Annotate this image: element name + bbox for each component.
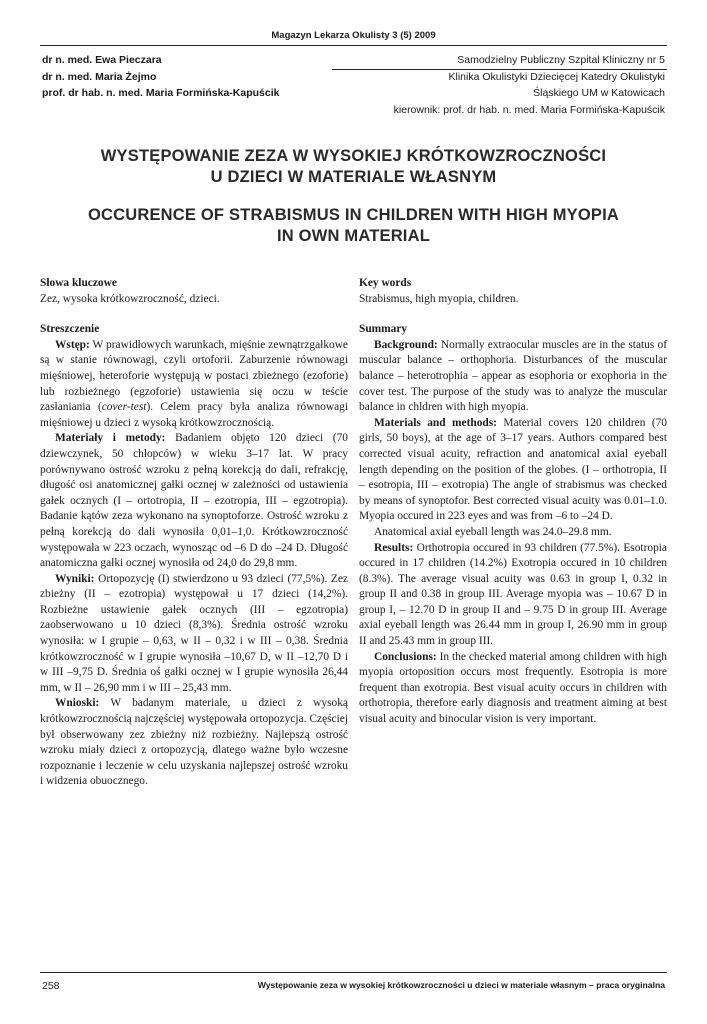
background-label-en: Background: [374,338,438,351]
results-text-en: Orthotropia occured in 93 children (77.5%). Esotropia occured in 17 children (14.2%) Exotropia occured in 10 children (8.3%). The average visual acuity was 0.63 in group I, 0.32 in group II and 0.38 in group III. Average myopia was – 10.67 D in group I, – 12.70 D in group II and – 9.75 D in group III. Average axial eyeball length was 26.44 mm in group I, 26.90 mm in group II and 25.43 mm in group III. [359,541,667,648]
background-paragraph-en [359,338,667,416]
affiliation-rule [332,69,667,70]
methods-label-pl: Materiały i metody: [55,432,166,445]
results-label-pl: Wyniki: [55,572,95,585]
results-paragraph-en [359,541,667,650]
author-3: prof. dr hab. n. med. Maria Formińska-Kapuścik [42,87,280,99]
affiliation-line-3: Śląskiego UM w Katowicach [533,87,665,99]
keywords-en: Strabismus, high myopia, children. [359,292,519,305]
keywords-pl: Zez, wysoka krótkowzroczność, dzieci. [40,292,220,305]
running-footer: Występowanie zeza w wysokiej krótkowzroczności u dzieci w materiale własnym – praca oryginalna [257,980,665,990]
conclusions-text-pl: W badanym materiale, u dzieci z wysoką krótkowzrocznością najczęściej występowała ortopozycja. Częściej był obserwowany zez zbieżny niż rozbieżny. Najlepszą ostrość wzroku miały dzieci z ortopozycją, dlatego ważne było wczesne rozpoznanie i leczenie w celu uzyskania najlepszej ostrość wzroku i widzenia obuocznego. [40,697,348,788]
conclusions-label-pl: Wnioski: [55,697,100,710]
title-polish-line-1: WYSTĘPOWANIE ZEZA W WYSOKIEJ KRÓTKOWZROCZNOŚCI [100,147,607,165]
page-number: 258 [42,980,60,992]
intro-text-pl: W prawidłowych warunkach, mięśnie zewnątrzgałkowe są w stanie równowagi, czyli ortoforii. Zaburzenie równowagi mięśniowej, heteroforie występują w postaci zbieżnego (ezoforie) lub rozbieżnego (egzoforie) ustawienia się oczu w teście zasłaniania ( [40,338,348,414]
intro-text-pl-end: ). Celem pracy była analiza równowagi mięśniowej u dzieci z wysoką krótkowzrocznością. [40,401,348,429]
author-1: dr n. med. Ewa Pieczara [42,54,162,66]
axial-length-paragraph-en: Anatomical axial eyeball length was 24.0–29.8 mm. [374,525,612,538]
background-text-en: Normally extraocular muscles are in the status of muscular balance – orthophoria. Disturbances of the muscular balance – heterotrophia – appear as esophoria or exophoria in the cover test. The purpose of the study was to analyze the muscular balance in chldren with high myopia. [359,338,667,414]
affiliation [394,52,665,118]
conclusions-paragraph-en [359,650,667,728]
header-rule [40,45,667,46]
intro-label-pl: Wstęp: [55,338,90,351]
cover-test-term: cover-test [101,401,147,414]
journal-header: Magazyn Lekarza Okulisty 3 (5) 2009 [271,30,436,41]
author-2: dr n. med. Maria Żejmo [42,70,157,83]
methods-paragraph-en [359,416,667,525]
summary-heading-en: Summary [359,323,408,336]
affiliation-line-1: Samodzielny Publiczny Szpital Kliniczny nr 5 [457,54,665,66]
polish-column [40,276,348,790]
footer-rule [40,972,667,973]
title-polish-line-2: U DZIECI W MATERIALE WŁASNYM [210,168,497,186]
conclusions-label-en: Conclusions: [374,650,437,663]
affiliation-head: kierownik: prof. dr hab. n. med. Maria Formińska-Kapuścik [393,103,665,116]
results-label-en: Results: [374,541,414,554]
results-paragraph-pl [40,572,348,697]
methods-paragraph-pl [40,431,348,571]
author-list [42,52,279,102]
title-polish [40,146,667,188]
methods-label-en: Materials and methods: [374,416,497,429]
abstract-heading-pl: Streszczenie [40,323,100,336]
english-column [359,276,667,728]
results-text-pl: Ortopozycję (I) stwierdzono u 93 dzieci (77,5%). Zez zbieżny (II – ezotropia) występował u 17 dzieci (14,2%). Rozbieżne ustawienie gałek ocznych (III – egzotropia) zaobserwowano u 10 dzieci (8,3%). Średnia ostrość wzroku wynosiła: w I grupie – 0,63, w II – 0,32 i w III – 0,38. Średnia krótkowzroczność w I grupie wynosiła –10,67 D, w II –12,70 D i w III –9,75 D. Średnia oś gałki ocznej w I grupie wynosiła 26,44 mm, w II – 26,90 mm i w III – 25,43 mm. [40,572,348,694]
keywords-heading-pl: Słowa kluczowe [40,277,117,289]
title-english-line-1: OCCURENCE OF STRABISMUS IN CHILDREN WITH HIGH MYOPIA [87,206,620,224]
methods-text-pl: Badaniem objęto 120 dzieci (70 dziewczynek, 50 chłopców) w wieku 3–17 lat. W pracy porównywano ostrość wzroku z pełną korekcją do dali, refrakcję, długość osi anatomicznej gałki ocznej w zależności od ustawienia gałek ocznych (I – ortotropia, II – ezotropia, III – egzotropia). Badanie kątów zeza wykonano na synoptoforze. Ostrość wzroku z pełną korekcją do dali wynosiła 0,01–1,0. Krótkowzroczność występowała w 223 oczach, wynosząc od –6 D do –24 D. Długość anatomiczna gałki ocznej wynosiła od 24,0 do 29,8 mm. [40,432,348,570]
conclusions-paragraph-pl [40,696,348,790]
intro-paragraph-pl [40,338,348,432]
affiliation-line-2: Klinika Okulistyki Dziecięcej Katedry Okulistyki [448,70,665,83]
title-english [40,205,667,247]
title-english-line-2: IN OWN MATERIAL [276,227,430,245]
keywords-heading-en: Key words [359,277,412,289]
methods-text-en: Material covers 120 children (70 girls, 50 boys), at the age of 3–17 years. Authors compared best corrected visual acuity, refraction and anatomical axial eyeball length depending on the position of the globes. (I – orthotropia, II – esotropia, III – exotropia) The angle of strabismus was checked by means of synoptofor. Best corrected visual acuity was 0.01–1.0. Myopia occured in 223 eyes and was from –6 to –24 D. [359,416,667,523]
conclusions-text-en: In the checked material among children with high myopia ortoposition occurs most frequently. Esotropia is more frequent than exotropia. Best visual acuity occurs in children with orthotropia, therefore early diagnosis and treatment aiming at best visual acuity and binocular vision is very important. [359,650,667,726]
